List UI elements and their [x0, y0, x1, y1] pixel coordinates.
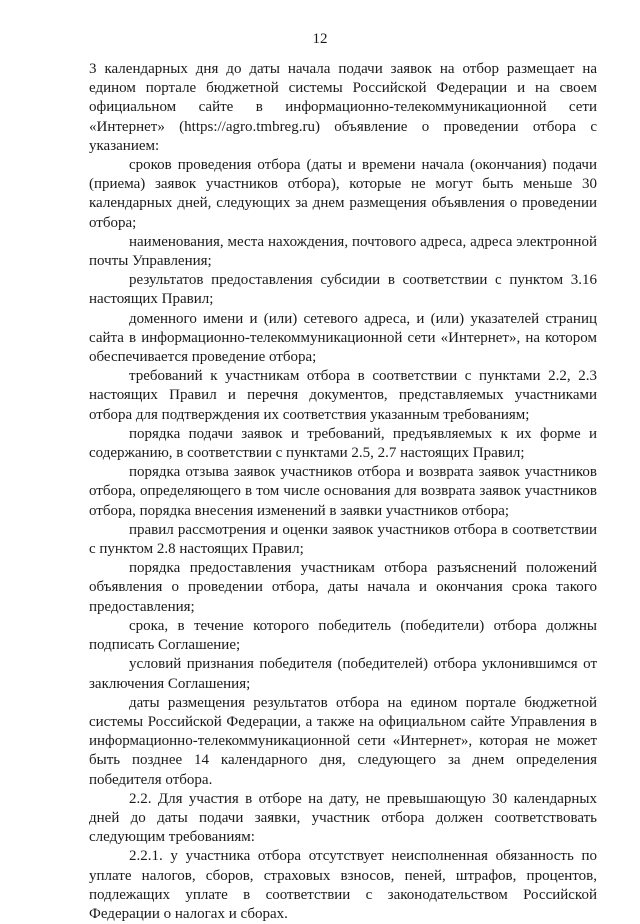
paragraph: правил рассмотрения и оценки заявок участников отбора в соответствии с пунктом 2.8 настоящих Правил; [89, 521, 597, 558]
paragraph: доменного имени и (или) сетевого адреса, и (или) указателей страниц сайта в информационно-телекоммуникационной сети «Интернет», на котором обеспечивается проведение отбора; [89, 310, 597, 366]
paragraph: порядка подачи заявок и требований, предъявляемых к их форме и содержанию, в соответствии с пунктами 2.5, 2.7 настоящих Правил; [89, 425, 597, 462]
paragraph: условий признания победителя (победителей) отбора уклонившимся от заключения Соглашения; [89, 656, 597, 692]
document-body [89, 60, 597, 924]
paragraph: 2.2. Для участия в отборе на дату, не превышающую 30 календарных дней до даты подачи заявки, участник отбора должен соответствовать следующим требованиям: [89, 790, 597, 846]
paragraph: 2.2.1. у участника отбора отсутствует неисполненная обязанность по уплате налогов, сборов, страховых взносов, пеней, штрафов, процентов, подлежащих уплате в соответствии с законодательством Российской Федерации о налогах и сборах. [89, 848, 597, 922]
paragraph: даты размещения результатов отбора на едином портале бюджетной системы Российской Федерации, а также на официальном сайте Управления в информационно-телекоммуникационной сети «Интернет», которая не может быть позднее 14 календарного дня, следующего за днем определения победителя отбора. [89, 694, 597, 788]
paragraph: сроков проведения отбора (даты и времени начала (окончания) подачи (приема) заявок участников отбора), которые не могут быть меньше 30 календарных дней, следующих за днем размещения объявления о проведении отбора; [89, 157, 597, 231]
paragraph: порядка предоставления участникам отбора разъяснений положений объявления о проведении отбора, даты начала и окончания срока такого предоставления; [89, 560, 597, 615]
paragraph: результатов предоставления субсидии в соответствии с пунктом 3.16 настоящих Правил; [89, 272, 597, 308]
paragraph: срока, в течение которого победитель (победители) отбора должны подписать Соглашение; [89, 617, 597, 654]
paragraph: 3 календарных дня до даты начала подачи заявок на отбор размещает на едином портале бюджетной системы Российской Федерации и на своем официальном сайте в информационно-телекоммуникационной сети «Интернет» (https://agro.tmbreg.ru) объявление о проведении отбора с указанием: [89, 61, 597, 154]
paragraph: наименования, места нахождения, почтового адреса, адреса электронной почты Управления; [89, 233, 597, 270]
paragraph: требований к участникам отбора в соответствии с пунктами 2.2, 2.3 настоящих Правил и перечня документов, представляемых участниками отбора для подтверждения их соответствия указанным требованиям; [89, 368, 597, 423]
page-number: 12 [312, 31, 328, 47]
paragraph: порядка отзыва заявок участников отбора и возврата заявок участников отбора, определяющего в том числе основания для возврата заявок участников отбора, порядка внесения изменений в заявки участников отбора; [89, 464, 597, 519]
